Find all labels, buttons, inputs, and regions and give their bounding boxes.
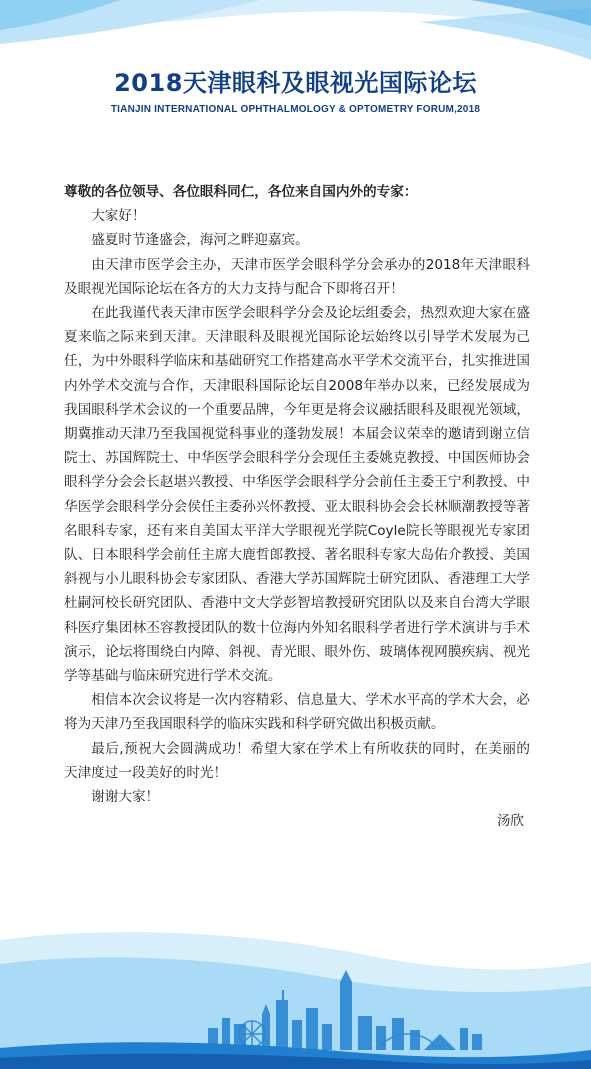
letter-paragraph: 谢谢大家！ bbox=[91, 789, 160, 806]
letter-body bbox=[64, 180, 530, 833]
page-header bbox=[0, 66, 591, 115]
letter-paragraph: 由天津市医学会主办，天津市医学会眼科学分会承办的2018年天津眼科及眼视光国际论坛在各方的大力支持与配合下即将召开！ bbox=[64, 256, 530, 297]
letter-salutation: 尊敬的各位领导、各位眼科同仁，各位来自国内外的专家： bbox=[64, 184, 418, 200]
letter-paragraph: 在此我谨代表天津市医学会眼科学分会及论坛组委会，热烈欢迎大家在盛夏来临之际来到天津。天津眼科及眼视光国际论坛始终以引导学术发展为己任，为中外眼科学临床和基础研究工作搭建高水平学术交流平台，扎实推进国内外学术交流与合作，天津眼科国际论坛自2008年举办以来，已经发展成为我国眼科学术会议的一个重要品牌，今年更是将会议融括眼科及眼视光领域，期冀推动天津乃至我国视觉科事业的蓬勃发展！本届会议荣幸的邀请到谢立信院士、苏国辉院士、中华医学会眼科学分会现任主委姚克教授、中国医师协会眼科学分会会长赵堪兴教授、中华医学会眼科学分会前任主委王宁利教授、中华医学会眼科学分会侯任主委孙兴怀教授、亚太眼科协会会长林顺潮教授等著名眼科专家，还有来自美国太平洋大学眼视光学院Coyle院长等眼视光专家团队、日本眼科学会前任主席大鹿哲郎教授、著名眼科专家大岛佑介教授、美国斜视与小儿眼科协会专家团队、香港大学苏国辉院士研究团队、香港理工大学杜嗣河校长研究团队、香港中文大学彭智培教授研究团队以及来自台湾大学眼科医疗集团林丕容教授团队的数十位海内外知名眼科学者进行学术演讲与手术演示，论坛将围绕白内障、斜视、青光眼、眼外伤、玻璃体视网膜疾病、视光学等基础与临床研究进行学术交流。 bbox=[64, 305, 530, 685]
letter-paragraph: 大家好！ bbox=[91, 208, 146, 225]
letter-signature: 汤欣 bbox=[496, 813, 524, 830]
letter-paragraph: 相信本次会议将是一次内容精彩、信息量大、学术水平高的学术大会，必将为天津乃至我国眼科学的临床实践和科学研究做出积极贡献。 bbox=[64, 692, 530, 733]
letter-paragraph: 盛夏时节逢盛会，海河之畔迎嘉宾。 bbox=[91, 232, 309, 249]
letter-paragraph: 最后,预祝大会圆满成功！希望大家在学术上有所收获的同时，在美丽的天津度过一段美好的时光！ bbox=[64, 740, 530, 781]
page-subtitle: TIANJIN INTERNATIONAL OPHTHALMOLOGY & OPTOMETRY FORUM,2018 bbox=[110, 104, 481, 115]
page-title: 2018天津眼科及眼视光国际论坛 bbox=[114, 69, 477, 97]
skyline-wave-decoration bbox=[0, 930, 591, 1069]
